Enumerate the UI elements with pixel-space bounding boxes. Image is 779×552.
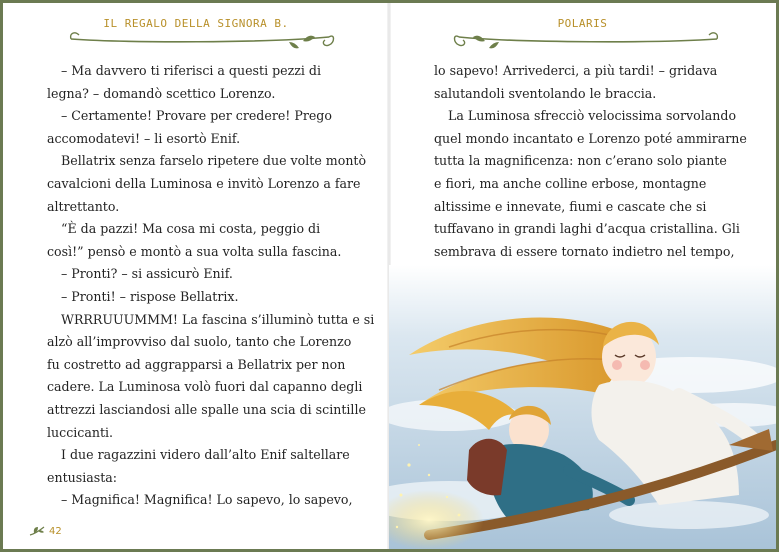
text-line: entusiasta:: [47, 469, 118, 485]
text-line: WRRRUUUMMM! La fascina s’illuminò tutta e si: [61, 311, 375, 327]
text-line: alzò all’improvviso dal suolo, tanto che Lorenzo: [47, 334, 352, 350]
text-line: e fiori, ma anche colline erbose, montagne: [434, 175, 707, 191]
text-line: “È da pazzi! Ma cosa mi costa, peggio di: [61, 221, 321, 237]
text-line: accomodatevi! – li esortò Enif.: [47, 130, 241, 146]
page-number-value: 42: [49, 526, 62, 537]
text-line: I due ragazzini videro dall’alto Enif saltellare: [61, 447, 350, 463]
text-line: tutta la magnificenza: non c’erano solo piante: [434, 153, 727, 169]
text-line: – Certamente! Provare per credere! Prego: [61, 108, 332, 124]
text-line: così!” pensò e montò a sua volta sulla fascina.: [47, 243, 342, 259]
vine-ornament-icon: [67, 27, 337, 51]
text-line: altissime e innevate, fiumi e cascate che si: [434, 198, 707, 214]
right-page: [389, 3, 776, 549]
text-line: cavalcioni della Luminosa e invitò Lorenzo a fare: [47, 175, 361, 191]
text-line: luccicanti.: [47, 424, 114, 440]
text-line: salutandoli sventolando le braccia.: [434, 85, 657, 101]
left-header: [3, 13, 389, 49]
vine-ornament-icon: [451, 27, 721, 51]
text-line: – Pronti? – si assicurò Enif.: [61, 266, 233, 282]
backpack: [467, 439, 507, 496]
text-line: altrettanto.: [47, 198, 120, 214]
right-header: [389, 13, 776, 49]
running-head: POLARIS: [557, 17, 608, 30]
running-head: IL REGALO DELLA SIGNORA B.: [103, 17, 289, 30]
right-body-text: [434, 60, 764, 263]
text-line: Bellatrix senza farselo ripetere due volte montò: [61, 153, 367, 169]
text-line: – Pronti! – rispose Bellatrix.: [61, 288, 239, 304]
illustration: [389, 265, 776, 549]
text-line: sembrava di essere tornato indietro nel tempo,: [434, 243, 735, 259]
text-line: cadere. La Luminosa volò fuori dal capanno degli: [47, 379, 363, 395]
left-page: [3, 3, 389, 549]
text-line: quel mondo incantato e Lorenzo poté ammirarne: [434, 130, 747, 146]
left-body-text: [47, 60, 375, 512]
text-line: – Magnifica! Magnifica! Lo sapevo, lo sapevo,: [61, 492, 353, 508]
text-line: fu costretto ad aggrapparsi a Bellatrix per non: [47, 356, 346, 372]
text-line: – Ma davvero ti riferisci a questi pezzi di: [61, 63, 322, 78]
cloud: [609, 501, 769, 529]
text-line: tuffavano in grandi laghi d’acqua cristallina. Gli: [434, 221, 740, 237]
leaf-sprig-icon: [29, 525, 45, 537]
text-line: La Luminosa sfrecciò velocissima sorvolando: [448, 108, 737, 124]
book-spread: [3, 3, 776, 549]
text-line: lo sapevo! Arrivederci, a più tardi! – gridava: [434, 63, 718, 78]
text-line: legna? – domandò scettico Lorenzo.: [47, 85, 276, 101]
page-number: [29, 525, 62, 537]
text-line: attrezzi lasciandosi alle spalle una scia di scintille: [47, 401, 366, 417]
